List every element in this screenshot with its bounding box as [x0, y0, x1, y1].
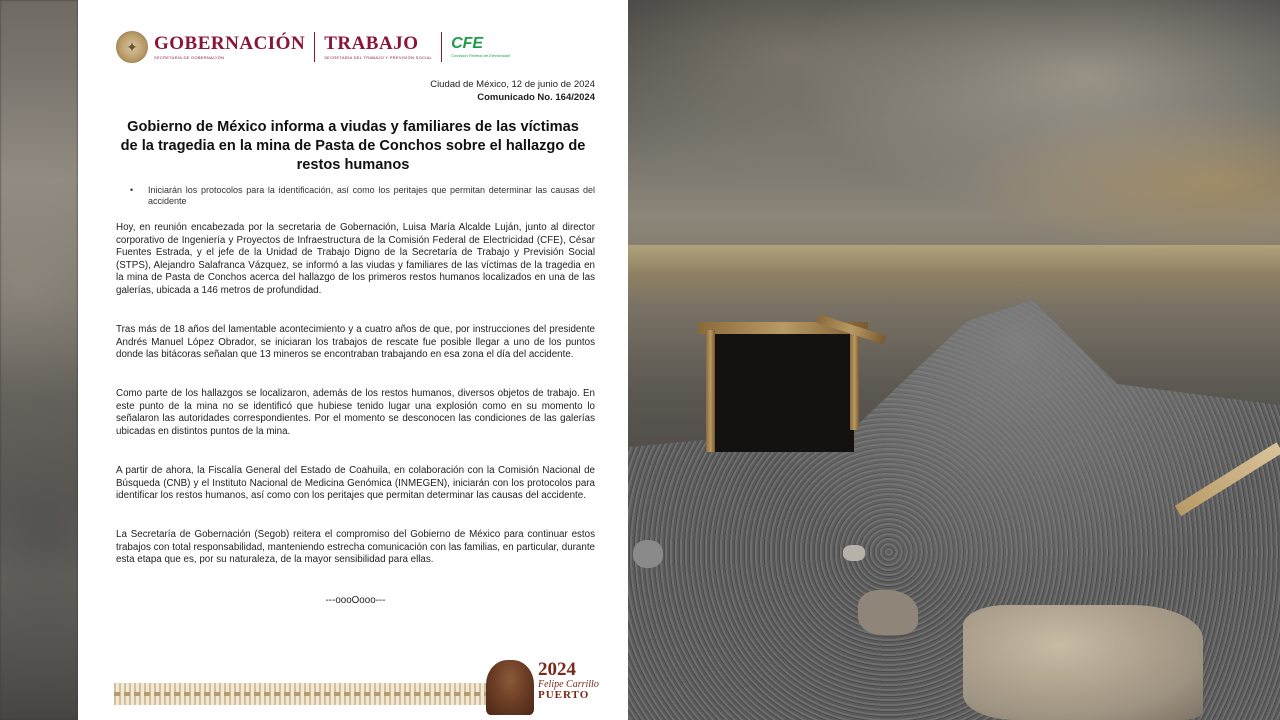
timber-post [850, 330, 859, 430]
logo-trabajo [324, 34, 432, 60]
anniversary-name: Felipe Carrillo [538, 679, 599, 690]
paragraph: La Secretaría de Gobernación (Segob) reitera el compromiso del Gobierno de México para continuar estos trabajos con total responsabilidad, manteniendo estrecha comunicación con las familias, en particular, durante esta etapa que es, por su naturaleza, de la mayor sensibilidad para ellas. [116, 529, 595, 566]
document-title: Gobierno de México informa a viudas y familiares de las víctimas de la tragedia en la mina de Pasta de Conchos sobre el hallazgo de restos humanos [120, 119, 586, 173]
rock [858, 590, 918, 635]
paragraph: A partir de ahora, la Fiscalía General del Estado de Coahuila, en colaboración con la Comisión Nacional de Búsqueda (CNB) y el Instituto Nacional de Medicina Genómica (INMEGEN), iniciarán con los protocolos para identificar los restos humanos, así como con los peritajes que permitan determinar las causas del accidente. [116, 465, 595, 502]
bullet-dot-icon: • [130, 185, 134, 195]
boulder [963, 605, 1203, 720]
logo-divider [441, 32, 442, 62]
logo-gobernacion-subtitle: SECRETARÍA DE GOBERNACIÓN [154, 55, 225, 60]
logo-cfe [451, 36, 510, 58]
rock-strata [628, 245, 1280, 305]
anniversary-year: 2024 [538, 659, 576, 680]
mine-entrance-photo [628, 0, 1280, 720]
closing-mark: ---oooOooo--- [325, 595, 386, 606]
place-date: Ciudad de México, 12 de junio de 2024 [430, 79, 595, 90]
portrait-image [486, 660, 534, 715]
logo-cfe-subtitle: Comisión Federal de Electricidad [451, 53, 510, 58]
logo-divider [314, 32, 315, 62]
comunicado-number: Comunicado No. 164/2024 [477, 92, 595, 103]
logo-cfe-name: CFE [451, 35, 484, 52]
rock [843, 545, 865, 561]
logo-gobernacion-name: GOBERNACIÓN [154, 33, 306, 54]
logo-trabajo-subtitle: SECRETARÍA DEL TRABAJO Y PREVISIÓN SOCIAL [324, 55, 433, 60]
rock [633, 540, 663, 568]
summary-bullet [130, 185, 595, 207]
logo-gobernacion [154, 34, 305, 60]
summary-bullet-text: Iniciarán los protocolos para la identificación, así como los peritajes que permitan determinar las causas del accidente [148, 185, 595, 206]
press-release-document [78, 0, 628, 720]
anniversary-surname: PUERTO [538, 689, 590, 701]
background-blur-left [0, 0, 78, 720]
header-logos [116, 30, 510, 64]
footer-ornament [114, 683, 489, 705]
anniversary-logo [538, 660, 604, 701]
tunnel-opening [712, 332, 854, 452]
mine-tunnel-entrance [698, 322, 868, 452]
paragraph: Tras más de 18 años del lamentable acontecimiento y a cuatro años de que, por instrucciones del presidente Andrés Manuel López Obrador, se iniciaran los trabajos de rescate fue posible llegar a uno de los puntos donde las bitácoras señalan que 13 mineros se encontraban trabajando en esa zona el día del accidente. [116, 324, 595, 361]
timber-post [706, 330, 715, 452]
paragraph: Hoy, en reunión encabezada por la secretaria de Gobernación, Luisa María Alcalde Luján, junto al director corporativo de Ingeniería y Proyectos de Infraestructura de la Comisión Federal de Electricidad (CFE), César Fuentes Estrada, y el jefe de la Unidad de Trabajo Digno de la Secretaría de Trabajo y Previsión Social (STPS), Alejandro Salafranca Vázquez, se informó a las viudas y familiares de las víctimas de la tragedia en la mina de Pasta de Conchos acerca del hallazgo de los primeros restos humanos localizados en una de las galerías, ubicada a 146 metros de profundidad. [116, 222, 595, 296]
logo-trabajo-name: TRABAJO [324, 33, 419, 54]
mexico-seal-icon: ✦ [116, 31, 148, 63]
paragraph: Como parte de los hallazgos se localizaron, además de los restos humanos, diversos objetos de trabajo. En este punto de la mina no se identificó que hubiese tenido lugar una explosión como en su momento lo señalaron las autoridades correspondientes. Por el momento se desconocen las condiciones de las galerías ubicadas en distintos puntos de la mina. [116, 388, 595, 437]
